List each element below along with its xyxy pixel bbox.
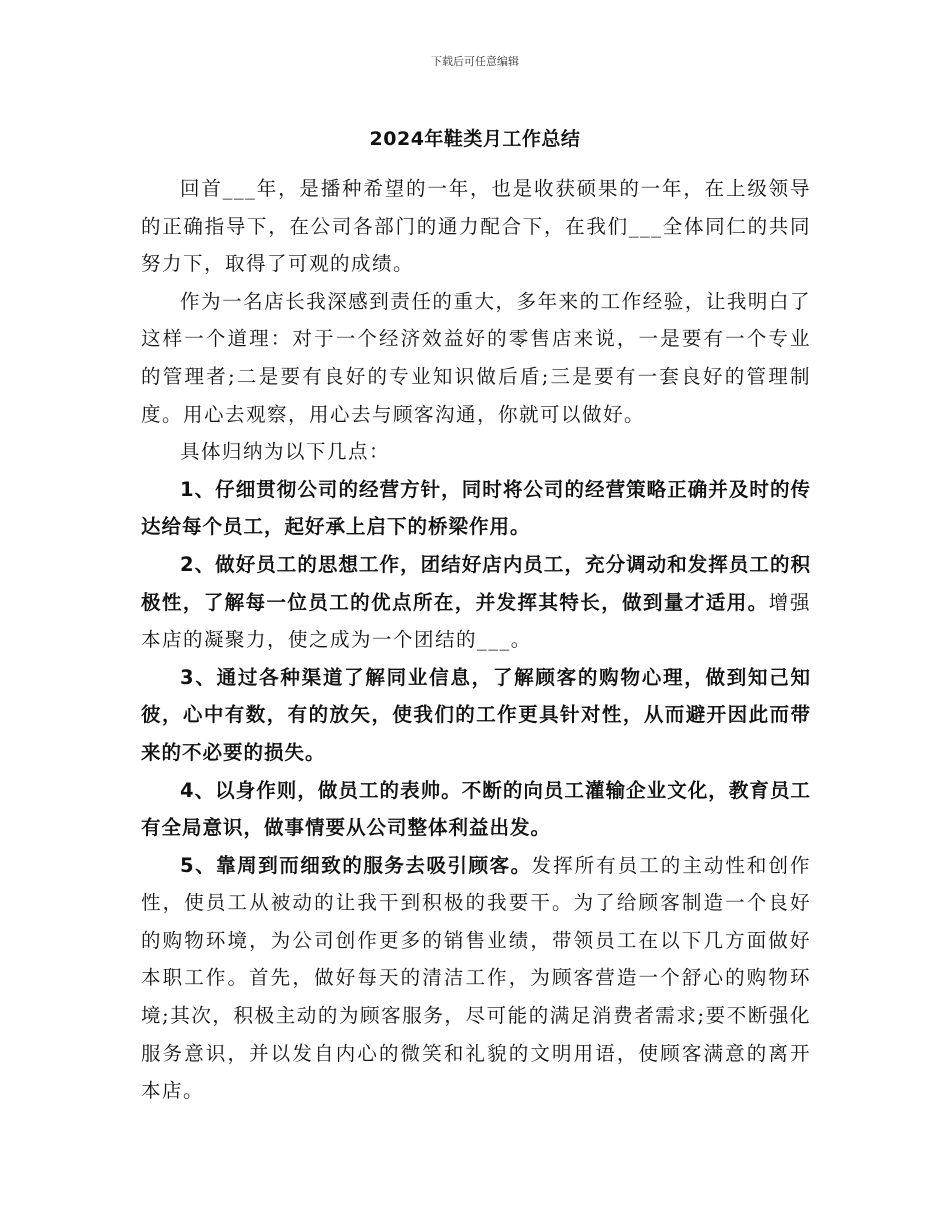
- list-item-5: [141, 847, 811, 1110]
- paragraph-intro: 回首___年，是播种希望的一年，也是收获硕果的一年，在上级领导的正确指导下，在公司各部门的通力配合下，在我们___全体同仁的共同努力下，取得了可观的成绩。: [141, 177, 811, 276]
- list-item-4: 4、以身作则，做员工的表帅。不断的向员工灌输企业文化，教育员工有全局意识，做事情要从公司整体利益出发。: [141, 778, 811, 840]
- document-body: [141, 170, 811, 1110]
- list-item-3: 3、通过各种渠道了解同业信息，了解顾客的购物心理，做到知己知彼，心中有数，有的放矢，使我们的工作更具针对性，从而避开因此而带来的不必要的损失。: [141, 665, 811, 764]
- list-item-1: 1、仔细贯彻公司的经营方针，同时将公司的经营策略正确并及时的传达给每个员工，起好承上启下的桥梁作用。: [141, 477, 811, 539]
- list-item-5-bold: 5、靠周到而细致的服务去吸引顾客。: [180, 853, 532, 877]
- paragraph-manager-experience: 作为一名店长我深感到责任的重大，多年来的工作经验，让我明白了这样一个道理：对于一个经济效益好的零售店来说，一是要有一个专业的管理者;二是要有良好的专业知识做后盾;三是要有一套良好的管理制度。用心去观察，用心去与顾客沟通，你就可以做好。: [141, 289, 811, 426]
- page-header-note: 下载后可任意编辑: [431, 55, 519, 68]
- document-title: 2024年鞋类月工作总结: [369, 128, 581, 150]
- list-item-5-rest: 发挥所有员工的主动性和创作性，使员工从被动的让我干到积极的我要干。为了给顾客制造一个良好的购物环境，为公司创作更多的销售业绩，带领员工在以下几方面做好本职工作。首先，做好每天的清洁工作，为顾客营造一个舒心的购物环境;其次，积极主动的为顾客服务，尽可能的满足消费者需求;要不断强化服务意识，并以发自内心的微笑和礼貌的文明用语，使顾客满意的离开本店。: [141, 853, 811, 1103]
- list-item-2-rest: 增强本店的凝聚力，使之成为一个团结的___。: [141, 590, 811, 652]
- paragraph-summary-lead: 具体归纳为以下几点：: [180, 440, 391, 464]
- list-item-2: [141, 546, 811, 659]
- list-item-2-bold: 2、做好员工的思想工作，团结好店内员工，充分调动和发挥员工的积极性，了解每一位员工的优点所在，并发挥其特长，做到量才适用。: [141, 552, 811, 614]
